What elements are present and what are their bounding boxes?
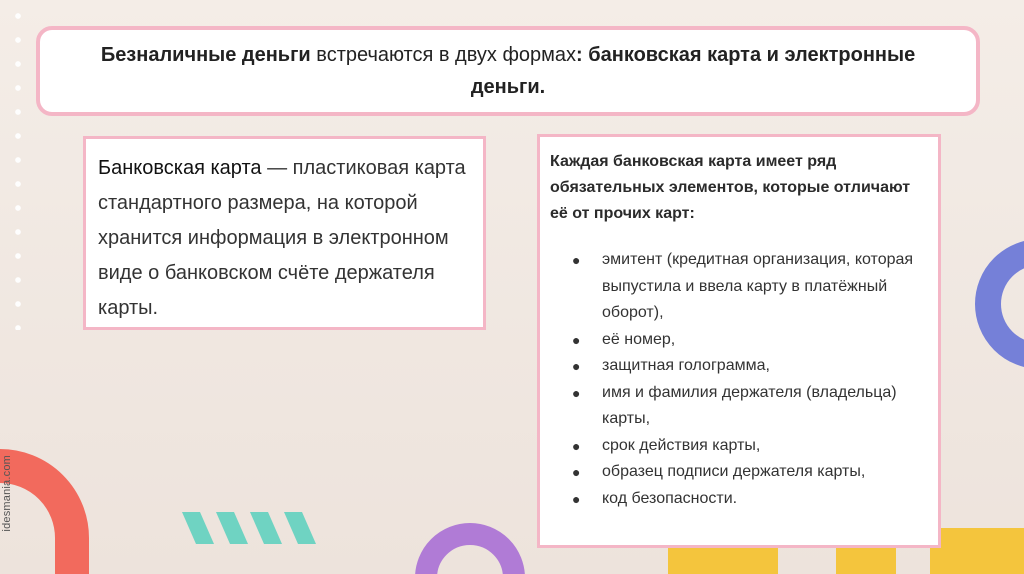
list-item bbox=[550, 459, 926, 486]
bullet-icon: ● bbox=[572, 464, 581, 480]
card-definition-box bbox=[83, 136, 486, 330]
title-tail: : банковская карта и электронные деньги. bbox=[470, 44, 916, 98]
bullet-icon: ● bbox=[572, 252, 581, 268]
bullet-icon: ● bbox=[572, 331, 581, 348]
card-definition-text bbox=[98, 151, 469, 326]
card-definition: — пластиковая карта стандартного размера, на которой хранится информация в электронном виде о банковском счёте держателя карты. bbox=[98, 157, 466, 319]
list-item-text: образец подписи держателя карты, bbox=[602, 463, 866, 480]
list-item-text: эмитент (кредитная организация, которая выпустила и ввела карту в платёжный оборот), bbox=[602, 251, 914, 321]
features-heading: Каждая банковская карта имеет ряд обязательных элементов, которые отличают её от прочих карт: bbox=[550, 153, 911, 222]
list-item-text: срок действия карты, bbox=[602, 436, 761, 454]
list-item-text: код безопасности. bbox=[602, 489, 738, 507]
bullet-icon: ● bbox=[572, 437, 581, 454]
list-item bbox=[550, 353, 926, 380]
list-item bbox=[550, 380, 926, 433]
list-item-text: защитная голограмма, bbox=[602, 357, 770, 374]
periwinkle-ring-shape bbox=[960, 240, 1024, 370]
list-item-text: её номер, bbox=[602, 330, 676, 348]
title-middle: встречаются в двух формах bbox=[316, 44, 577, 66]
list-item bbox=[550, 327, 926, 354]
decorative-dot-grid bbox=[0, 0, 40, 330]
bullet-icon: ● bbox=[572, 358, 581, 374]
list-item-text: имя и фамилия держателя (владельца) карты, bbox=[602, 383, 897, 427]
teal-stripes-shape bbox=[178, 510, 328, 546]
watermark-label: idesmania.com bbox=[1, 455, 13, 532]
title-box bbox=[36, 26, 980, 116]
lilac-ring-shape bbox=[410, 516, 530, 574]
title-lead: Безналичные деньги bbox=[100, 44, 311, 66]
card-term: Банковская карта bbox=[98, 157, 262, 179]
bullet-icon: ● bbox=[572, 384, 581, 401]
list-item bbox=[550, 247, 926, 327]
coral-arch-shape bbox=[0, 430, 110, 574]
bullet-icon: ● bbox=[572, 490, 581, 507]
card-features-box bbox=[537, 134, 941, 548]
features-list bbox=[550, 247, 926, 512]
list-item bbox=[550, 486, 926, 513]
list-item bbox=[550, 433, 926, 460]
slide-title bbox=[70, 39, 946, 103]
